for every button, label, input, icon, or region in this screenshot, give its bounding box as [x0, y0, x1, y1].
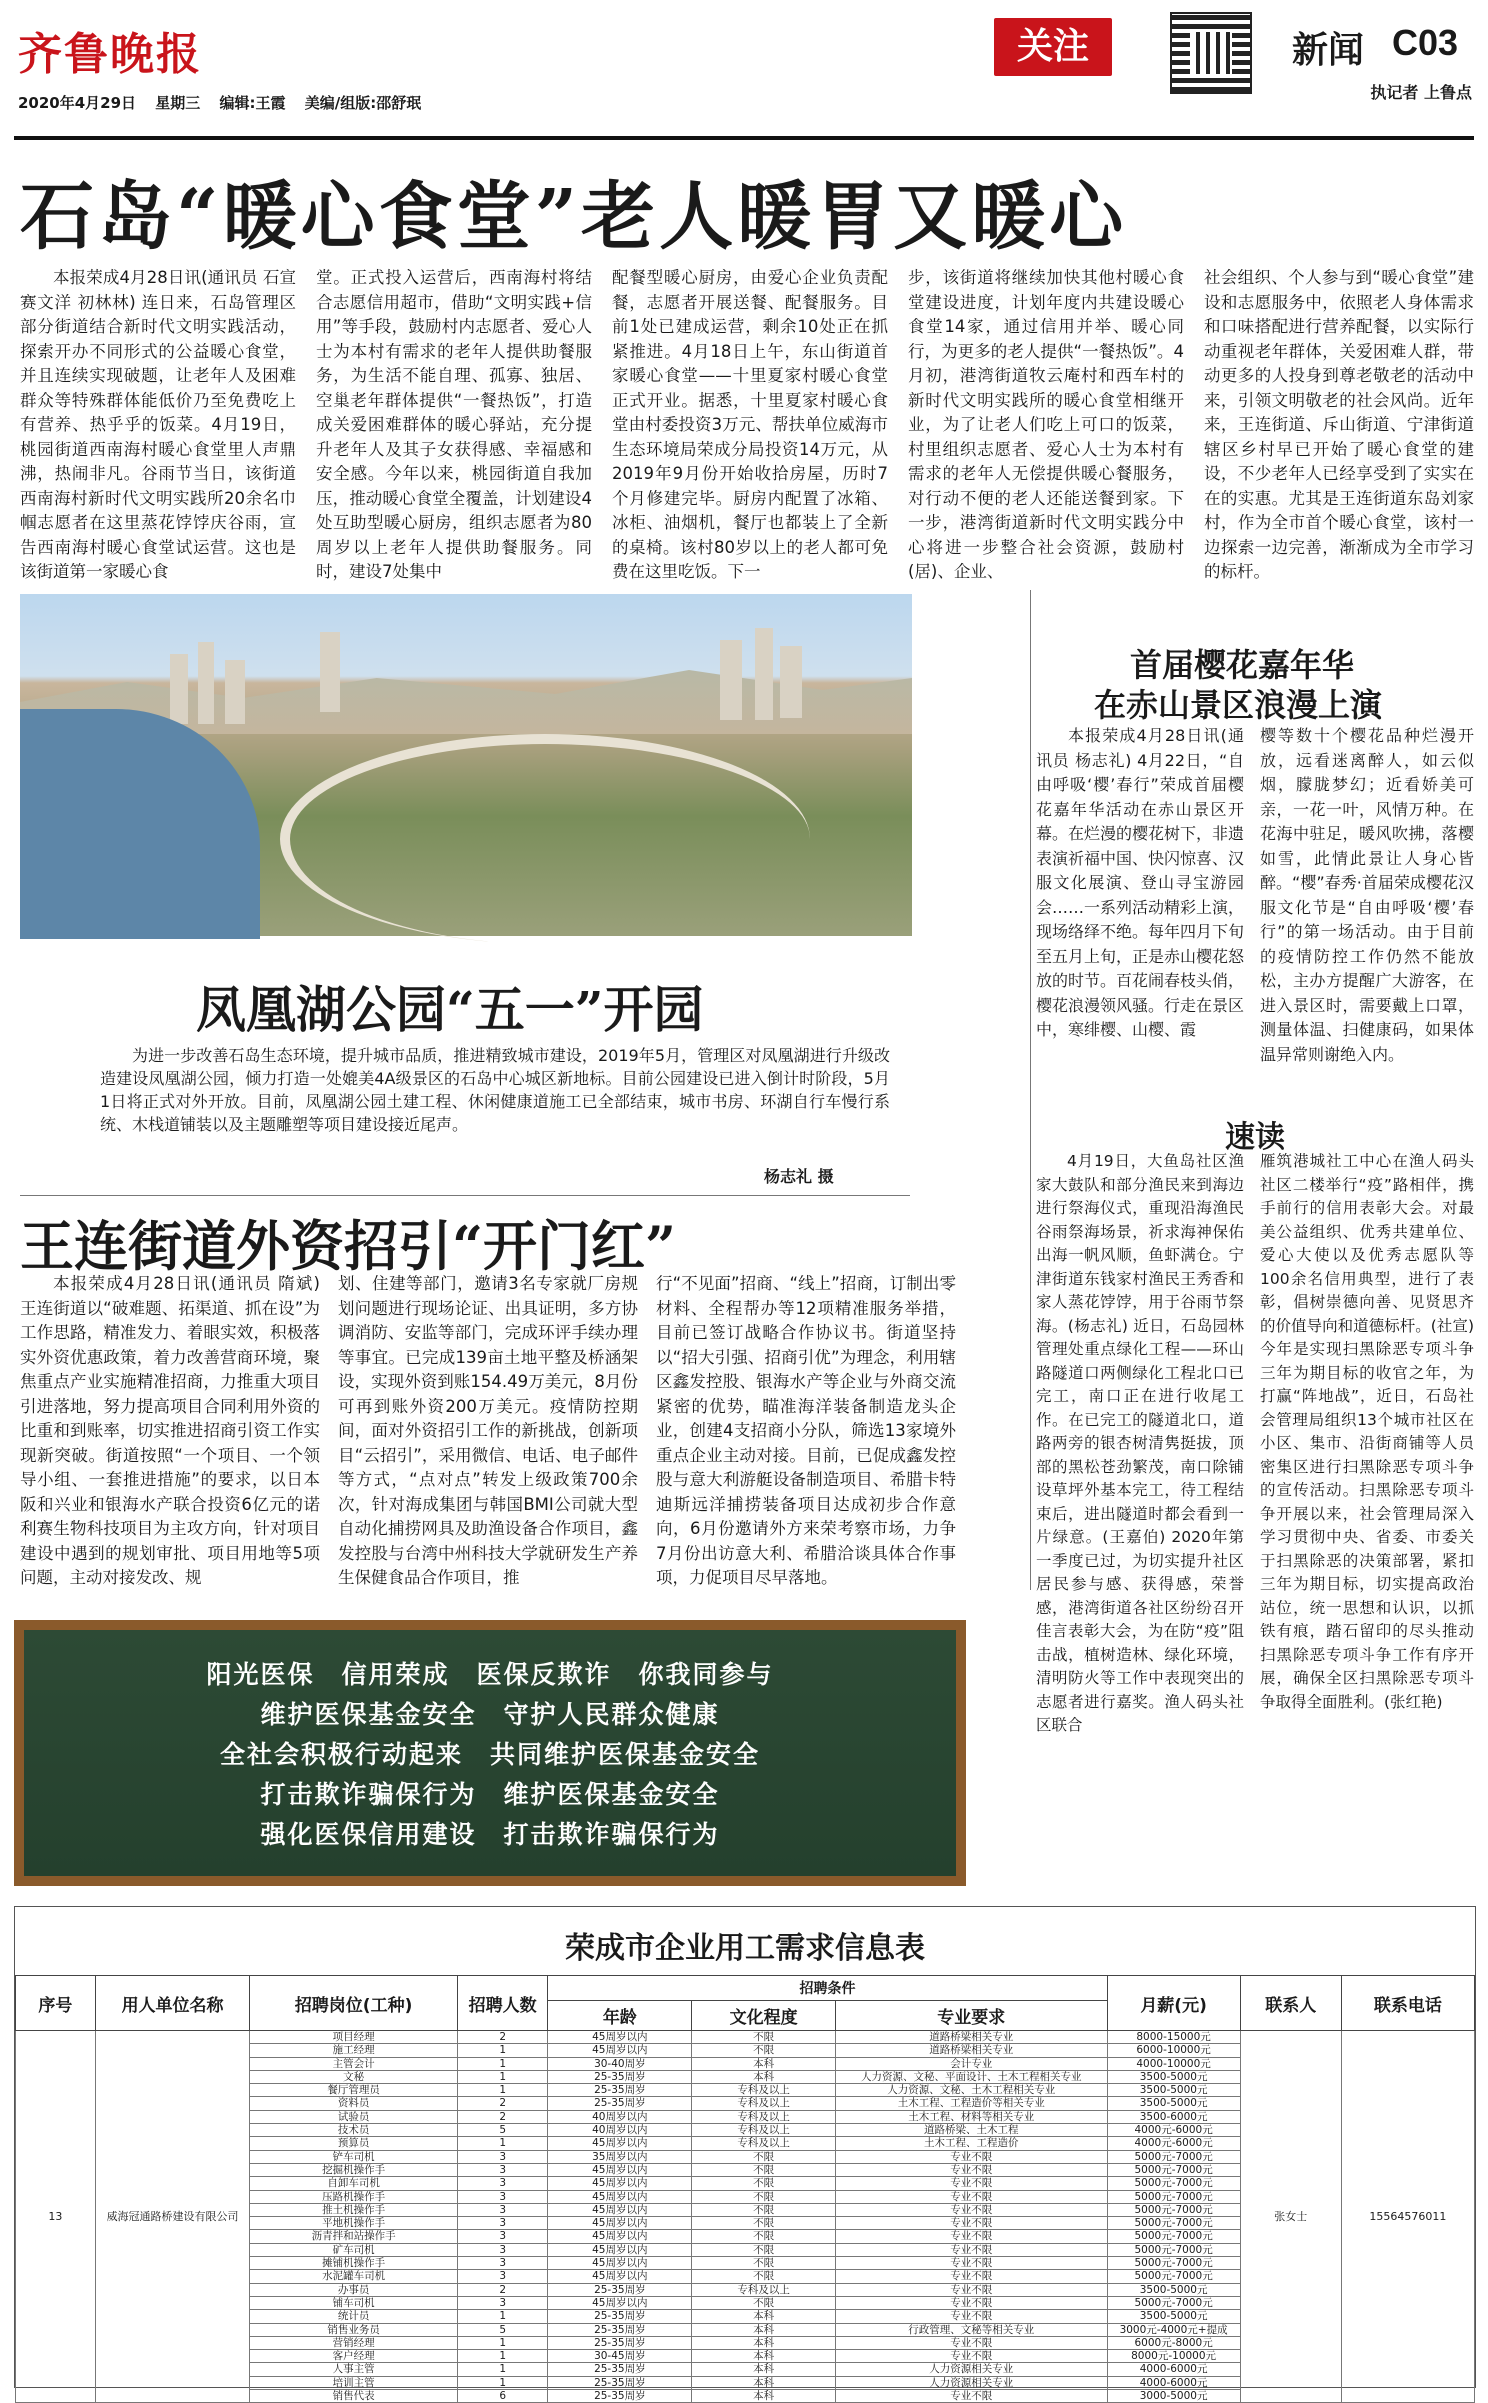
table-cell: 铲车司机 [250, 2150, 458, 2163]
designer-credit: 美编/组版:邵舒珉 [304, 94, 422, 112]
table-cell: 25-35周岁 [548, 2363, 692, 2376]
table-cell: 不限 [692, 2203, 836, 2216]
quick-col1: 4月19日，大鱼岛社区渔家大鼓队和部分渔民来到海边进行祭海仪式，重现沿海渔民谷雨祭海场景，祈求海神保佑出海一帆风顺，鱼虾满仓。宁津街道东钱家村渔民王秀香和家人蒸花饽饽，用于谷雨节祭海。(杨志礼) 近日，石岛园林管理处重点绿化工程——环山路隧道口两侧绿化工程北口已完工，南口正在进行收尾工作。在已完工的隧道北口，道路两旁的银杏树清隽挺拔，顶部的黑松苍劲繁茂，南口除铺设草坪外基本完工，待工程结束后，进出隧道时都会看到一片绿意。(王嘉伯) 2020年第一季度已过，为切实提升社区居民参与感、获得感，荣誉感，港湾街道各社区纷纷召开佳言表彰大会，为在防“疫”阻击战，植树造林、绿化环境，清明防火等工作中表现突出的志愿者进行嘉奖。渔人码头社区联合 [1036, 1152, 1244, 1734]
cell-salary: 5000元-7000元 [1107, 2270, 1240, 2283]
slogan-4: 打击欺诈骗保行为 维护医保基金安全 [260, 1780, 720, 1809]
th-conditions: 招聘条件 [548, 1976, 1107, 2001]
table-cell: 25-35周岁 [548, 2390, 692, 2403]
table-cell: 1 [457, 2137, 548, 2150]
slogan-2: 维护医保基金安全 守护人民群众健康 [260, 1700, 720, 1729]
table-cell: 不限 [692, 2243, 836, 2256]
table-cell: 文秘 [250, 2070, 458, 2083]
th-age: 年龄 [548, 2001, 692, 2031]
table-cell: 45周岁以内 [548, 2270, 692, 2283]
cell-salary: 5000元-7000元 [1107, 2163, 1240, 2176]
th-phone: 联系电话 [1341, 1976, 1474, 2031]
table-cell: 专业不限 [835, 2190, 1107, 2203]
section-name: 新闻 [1292, 30, 1365, 71]
cell-salary: 5000元-7000元 [1107, 2243, 1240, 2256]
table-cell: 本科 [692, 2323, 836, 2336]
cell-salary: 5000元-7000元 [1107, 2296, 1240, 2309]
reporter-credit: 执记者 上鲁点 [1370, 83, 1472, 102]
issue-weekday: 星期三 [155, 94, 201, 112]
story1-col1: 本报荣成4月28日讯(通讯员 石宣 赛文洋 初林林) 连日来，石岛管理区部分街道结合新时代文明实践活动，探索开办不同形式的公益暖心食堂，并且连续实现破题，让老年人及困难群众等特殊群体能低价乃至免费吃上有营养、热乎乎的饭菜。4月19日，桃园街道西南海村暖心食堂里人声鼎沸，热闹非凡。谷雨节当日，该街道西南海村新时代文明实践所20余名巾帼志愿者在这里蒸花饽饽庆谷雨，宣告西南海村暖心食堂试运营。这也是该街道第一家暖心食 [20, 268, 296, 581]
cell-salary: 3000-5000元 [1107, 2390, 1240, 2403]
th-post: 招聘岗位(工种) [250, 1976, 458, 2031]
table-cell: 45周岁以内 [548, 2203, 692, 2216]
cell-salary: 5000元-7000元 [1107, 2177, 1240, 2190]
table-cell: 3 [457, 2163, 548, 2176]
table-cell: 45周岁以内 [548, 2031, 692, 2044]
table-cell: 25-35周岁 [548, 2283, 692, 2296]
table-cell: 专业不限 [835, 2257, 1107, 2270]
headline-foreign-investment: 王连街道外资招引“开门红” [20, 1214, 677, 1278]
table-cell: 自卸车司机 [250, 2177, 458, 2190]
table-cell: 不限 [692, 2296, 836, 2309]
th-count: 招聘人数 [457, 1976, 548, 2031]
table-cell: 摊铺机操作手 [250, 2257, 458, 2270]
story-phoenix-lake: 为进一步改善石岛生态环境，提升城市品质，推进精致城市建设，2019年5月，管理区对凤凰湖进行升级改造建设凤凰湖公园，倾力打造一处媲美4A级景区的石岛中心城区新地标。目前公园建设已进入倒计时阶段，5月1日将正式对外开放。目前，凤凰湖公园土建工程、休闲健康道施工已全部结束，城市书房、环湖自行车慢行系统、木栈道铺装以及主题雕塑等项目建设接近尾声。 [100, 1046, 890, 1134]
table-cell: 1 [457, 2363, 548, 2376]
cell-salary: 5000元-7000元 [1107, 2190, 1240, 2203]
th-major: 专业要求 [835, 2001, 1107, 2031]
table-cell: 不限 [692, 2044, 836, 2057]
table-cell: 3 [457, 2243, 548, 2256]
table-cell: 25-35周岁 [548, 2070, 692, 2083]
table-cell: 3 [457, 2270, 548, 2283]
table-cell: 专业不限 [835, 2390, 1107, 2403]
table-cell: 土木工程、工程造价 [835, 2137, 1107, 2150]
table-cell: 45周岁以内 [548, 2190, 692, 2203]
table-cell: 道路桥梁相关专业 [835, 2031, 1107, 2044]
table-cell: 专科及以上 [692, 2137, 836, 2150]
slogan-5: 强化医保信用建设 打击欺诈骗保行为 [260, 1820, 720, 1849]
table-cell: 专科及以上 [692, 2124, 836, 2137]
cell-salary: 6000-10000元 [1107, 2044, 1240, 2057]
table-cell: 人事主管 [250, 2363, 458, 2376]
cell-salary: 5000元-7000元 [1107, 2150, 1240, 2163]
table-cell: 1 [457, 2336, 548, 2349]
recruitment-table-section [14, 1906, 1476, 2403]
table-cell: 不限 [692, 2031, 836, 2044]
table-cell: 专业不限 [835, 2177, 1107, 2190]
table-cell: 主管会计 [250, 2057, 458, 2070]
cell-salary: 5000元-7000元 [1107, 2217, 1240, 2230]
table-cell: 技术员 [250, 2124, 458, 2137]
table-cell: 行政管理、文秘等相关专业 [835, 2323, 1107, 2336]
table-cell: 专科及以上 [692, 2283, 836, 2296]
table-cell: 2 [457, 2283, 548, 2296]
table-cell: 不限 [692, 2217, 836, 2230]
masthead [0, 0, 1488, 140]
table-cell: 本科 [692, 2350, 836, 2363]
table-cell: 2 [457, 2097, 548, 2110]
cell-unit: 威海冠通路桥建设有限公司 [95, 2031, 249, 2403]
table-cell: 人力资源、文秘、土木工程相关专业 [835, 2084, 1107, 2097]
th-serial: 序号 [16, 1976, 96, 2031]
table-cell: 30-45周岁 [548, 2350, 692, 2363]
cell-salary: 4000-10000元 [1107, 2057, 1240, 2070]
table-cell: 本科 [692, 2336, 836, 2349]
table-cell: 本科 [692, 2310, 836, 2323]
quick-col2: 雁筑港城社工中心在渔人码头社区二楼举行“疫”路相伴，携手前行的信用表彰大会。对最美公益组织、优秀共建单位、爱心大使以及优秀志愿队等100余名信用典型，进行了表彰，倡树崇德向善、见贤思齐的价值导向和道德标杆。(社宣) 今年是实现扫黑除恶专项斗争三年为期目标的收官之年，为打赢“阵地战”，近日，石岛社会管理局组织13个城市社区在小区、集市、沿街商铺等人员密集区进行扫黑除恶专项斗争的宣传活动。扫黑除恶专项斗争开展以来，社会管理局深入学习贯彻中央、省委、市委关于扫黑除恶的决策部署，紧扣三年为期目标，切实提高政治站位，统一思想和认识，以抓铁有痕，踏石留印的尽头推动扫黑除恶专项斗争工作有序开展，确保全区扫黑除恶专项斗争取得全面胜利。(张红艳) [1260, 1152, 1474, 1711]
table-cell: 营销经理 [250, 2336, 458, 2349]
cell-salary: 3500-5000元 [1107, 2283, 1240, 2296]
table-cell: 道路桥梁相关专业 [835, 2044, 1107, 2057]
table-cell: 专业不限 [835, 2270, 1107, 2283]
table-cell: 本科 [692, 2363, 836, 2376]
table-cell: 40周岁以内 [548, 2110, 692, 2123]
table-cell: 水泥罐车司机 [250, 2270, 458, 2283]
table-cell: 本科 [692, 2390, 836, 2403]
story1-col2: 堂。正式投入运营后，西南海村将结合志愿信用超市，借助“文明实践+信用”等手段，鼓励村内志愿者、爱心人士为本村有需求的老年人提供助餐服务，为生活不能自理、孤寡、独居、空巢老年群体提供“一餐热饭”，打造成关爱困难群体的暖心驿站，充分提升老年人及其子女获得感、幸福感和安全感。今年以来，桃园街道自我加压，推动暖心食堂全覆盖，计划建设4处互助型暖心厨房，组织志愿者为80周岁以上老年人提供助餐服务。同时，建设7处集中 [316, 268, 592, 581]
table-cell: 45周岁以内 [548, 2243, 692, 2256]
table-cell: 3 [457, 2230, 548, 2243]
story1-col3: 配餐型暖心厨房，由爱心企业负责配餐，志愿者开展送餐、配餐服务。目前1处已建成运营，剩余10处正在抓紧推进。4月18日上午，东山街道首家暖心食堂——十里夏家村暖心食堂正式开业。据悉，十里夏家村暖心食堂由村委投资3万元、帮扶单位威海市生态环境局荣成分局投资14万元，从2019年9月份开始收拾房屋，历时7个月修建完毕。厨房内配置了冰箱、冰柜、油烟机，餐厅也都装上了全新的桌椅。该村80岁以上的老人都可免费在这里吃饭。下一 [612, 268, 888, 581]
table-cell: 人力资源相关专业 [835, 2363, 1107, 2376]
table-cell: 45周岁以内 [548, 2137, 692, 2150]
story3-col3: 行“不见面”招商、“线上”招商，订制出零材料、全程帮办等12项精准服务举措，目前已签订战略合作协议书。街道坚持以“招大引强、招商引优”为理念，利用辖区鑫发控股、银海水产等企业与外商交流紧密的优势，瞄准海洋装备制造龙头企业，创建4支招商小分队，筛选13家境外重点企业主动对接。目前，已促成鑫发控股与意大利游艇设备制造项目、希腊卡特迪斯远洋捕捞装备项目达成初步合作意向，6月份邀请外方来荣考察市场，力争7月份出访意大利、希腊洽谈具体合作事项，力促项目尽早落地。 [656, 1274, 956, 1587]
dateline [18, 92, 435, 113]
table-cell: 5 [457, 2124, 548, 2137]
cell-serial: 13 [16, 2031, 96, 2403]
table-cell: 土木工程、材料等相关专业 [835, 2110, 1107, 2123]
table-cell: 会计专业 [835, 2057, 1107, 2070]
table-cell: 推土机操作手 [250, 2203, 458, 2216]
table-cell: 1 [457, 2084, 548, 2097]
headline-phoenix-lake: 凤凰湖公园“五一”开园 [196, 980, 704, 1039]
table-cell: 专业不限 [835, 2243, 1107, 2256]
park-photo [20, 594, 912, 936]
table-cell: 5 [457, 2323, 548, 2336]
story3-col1: 本报荣成4月28日讯(通讯员 隋斌) 王连街道以“破难题、拓渠道、抓在设”为工作思路，精准发力、着眼实效，积极落实外资优惠政策，着力改善营商环境，聚焦重点产业实施精准招商，力推重大项目引进落地，努力提高项目合同利用外资的比重和到账率，切实推进招商引资工作实现新突破。街道按照“一个项目、一个领导小组、一套推进措施”的要求，以日本阪和兴业和银海水产联合投资6亿元的诺利赛生物科技项目为主攻方向，针对项目建设中遇到的规划审批、项目用地等5项问题，主动对接发改、规 [20, 1274, 320, 1587]
table-cell: 2 [457, 2110, 548, 2123]
table-cell: 6 [457, 2390, 548, 2403]
story4-col1: 本报荣成4月28日讯(通讯员 杨志礼) 4月22日，“自由呼吸‘樱’春行”荣成首届樱花嘉年华活动在赤山景区开幕。在烂漫的樱花树下，非遗表演祈福中国、快闪惊喜、汉服文化展演、登山寻宝游园会……一系列活动精彩上演，现场络绎不绝。每年四月下旬至五月上旬，正是赤山樱花怒放的时节。百花闹春枝头俏，樱花浪漫领风骚。行走在景区中，寒绯樱、山樱、霞 [1036, 726, 1245, 1039]
table-cell: 铺车司机 [250, 2296, 458, 2309]
table-cell: 客户经理 [250, 2350, 458, 2363]
table-cell: 专业不限 [835, 2230, 1107, 2243]
cell-salary: 3500-6000元 [1107, 2110, 1240, 2123]
table-cell: 45周岁以内 [548, 2217, 692, 2230]
table-cell: 45周岁以内 [548, 2257, 692, 2270]
headline-warm-canteen: 石岛“暖心食堂”老人暖胃又暖心 [20, 174, 1128, 260]
recruitment-table-body [16, 2031, 1475, 2403]
cell-phone: 15564576011 [1341, 2031, 1474, 2403]
slogan-3: 全社会积极行动起来 共同维护医保基金安全 [219, 1740, 760, 1769]
table-cell: 不限 [692, 2230, 836, 2243]
table-cell: 专业不限 [835, 2310, 1107, 2323]
table-cell: 25-35周岁 [548, 2310, 692, 2323]
cell-contact: 张女士 [1240, 2031, 1341, 2403]
table-cell: 25-35周岁 [548, 2323, 692, 2336]
section-rule [20, 1195, 910, 1196]
cell-salary: 6000元-8000元 [1107, 2336, 1240, 2349]
newspaper-logo: 齐鲁晚报 [18, 29, 202, 80]
table-cell: 45周岁以内 [548, 2177, 692, 2190]
story1-col4: 步，该街道将继续加快其他村暖心食堂建设进度，计划年度内共建设暖心食堂14家，通过信用并举、暖心同行，为更多的老人提供“一餐热饭”。4月初，港湾街道牧云庵村和西车村的新时代文明实践所的暖心食堂相继开业，为了让老人们吃上可口的饭菜，村里组织志愿者、爱心人士为本村有需求的老年人无偿提供暖心餐服务，对行动不便的老人还能送餐到家。下一步，港湾街道新时代文明实践分中心将进一步整合社会资源，鼓励村(居)、企业、 [908, 268, 1184, 581]
recruitment-table [15, 1975, 1475, 2403]
table-cell: 2 [457, 2031, 548, 2044]
quick-read-title: 速读 [1225, 1120, 1285, 1155]
table-cell: 25-35周岁 [548, 2336, 692, 2349]
table-cell: 道路桥梁、土木工程 [835, 2124, 1107, 2137]
th-salary: 月薪(元) [1107, 1976, 1240, 2031]
table-cell: 25-35周岁 [548, 2097, 692, 2110]
medical-insurance-board [14, 1620, 966, 1886]
slogan-1: 阳光医保 信用荣成 医保反欺诈 你我同参与 [206, 1660, 774, 1689]
table-cell: 3 [457, 2296, 548, 2309]
table-cell: 试验员 [250, 2110, 458, 2123]
table-cell: 1 [457, 2044, 548, 2057]
table-cell: 本科 [692, 2376, 836, 2389]
table-cell: 培训主管 [250, 2376, 458, 2389]
cell-salary: 8000-15000元 [1107, 2031, 1240, 2044]
headline-cherry-line1: 首届樱花嘉年华 [1130, 646, 1355, 684]
table-cell: 专科及以上 [692, 2097, 836, 2110]
editor-credit: 编辑:王霞 [219, 94, 286, 112]
cell-salary: 5000元-7000元 [1107, 2257, 1240, 2270]
story1-col5: 社会组织、个人参与到“暖心食堂”建设和志愿服务中，依照老人身体需求和口味搭配进行营养配餐，以实际行动重视老年群体，关爱困难人群，带动更多的人投身到尊老敬老的活动中来，引领文明敬老的社会风尚。近年来，王连街道、斥山街道、宁津街道辖区乡村早已开始了暖心食堂的建设，不少老年人已经享受到了实实在在的实惠。尤其是王连街道东岛刘家村，作为全市首个暖心食堂，该村一边探索一边完善，渐渐成为全市学习的标杆。 [1204, 268, 1474, 581]
headline-cherry-line2: 在赤山景区浪漫上演 [1094, 686, 1383, 724]
table-cell: 专业不限 [835, 2350, 1107, 2363]
table-cell: 压路机操作手 [250, 2190, 458, 2203]
cell-salary: 3500-5000元 [1107, 2310, 1240, 2323]
table-cell: 1 [457, 2057, 548, 2070]
section-tag: 关注 [994, 18, 1112, 76]
th-contact: 联系人 [1240, 1976, 1341, 2031]
table-cell: 专业不限 [835, 2336, 1107, 2349]
table-cell: 资料员 [250, 2097, 458, 2110]
table-cell: 1 [457, 2310, 548, 2323]
table-cell: 本科 [692, 2057, 836, 2070]
table-cell: 人力资源相关专业 [835, 2376, 1107, 2389]
cell-salary: 4000元-6000元 [1107, 2124, 1240, 2137]
table-cell: 25-35周岁 [548, 2376, 692, 2389]
column-rule [1030, 590, 1031, 1590]
cell-salary: 3500-5000元 [1107, 2070, 1240, 2083]
table-cell: 专业不限 [835, 2283, 1107, 2296]
table-cell: 平地机操作手 [250, 2217, 458, 2230]
masthead-rule [14, 136, 1474, 140]
page-number: C03 [1392, 22, 1459, 63]
recruitment-table-title: 荣成市企业用工需求信息表 [565, 1931, 925, 1966]
cell-salary: 3000元-4000元+提成 [1107, 2323, 1240, 2336]
cell-salary: 8000元-10000元 [1107, 2350, 1240, 2363]
cell-salary: 5000元-7000元 [1107, 2230, 1240, 2243]
table-cell: 3 [457, 2190, 548, 2203]
table-cell: 3 [457, 2257, 548, 2270]
table-cell: 1 [457, 2376, 548, 2389]
cell-salary: 3500-5000元 [1107, 2097, 1240, 2110]
th-education: 文化程度 [692, 2001, 836, 2031]
table-cell: 销售业务员 [250, 2323, 458, 2336]
table-cell: 1 [457, 2070, 548, 2083]
table-cell: 30-40周岁 [548, 2057, 692, 2070]
table-row [16, 2031, 1475, 2044]
table-cell: 专业不限 [835, 2296, 1107, 2309]
table-cell: 3 [457, 2203, 548, 2216]
table-cell: 不限 [692, 2190, 836, 2203]
table-cell: 统计员 [250, 2310, 458, 2323]
table-cell: 3 [457, 2177, 548, 2190]
cell-salary: 4000-6000元 [1107, 2376, 1240, 2389]
qr-code-icon [1170, 12, 1252, 94]
table-cell: 专业不限 [835, 2163, 1107, 2176]
table-cell: 45周岁以内 [548, 2230, 692, 2243]
table-cell: 45周岁以内 [548, 2044, 692, 2057]
table-cell: 矿车司机 [250, 2243, 458, 2256]
cell-salary: 4000元-6000元 [1107, 2137, 1240, 2150]
table-cell: 预算员 [250, 2137, 458, 2150]
table-cell: 沥青拌和站操作手 [250, 2230, 458, 2243]
table-cell: 销售代表 [250, 2390, 458, 2403]
table-cell: 3 [457, 2150, 548, 2163]
table-cell: 人力资源、文秘、平面设计、土木工程相关专业 [835, 2070, 1107, 2083]
cell-salary: 4000-6000元 [1107, 2363, 1240, 2376]
table-cell: 施工经理 [250, 2044, 458, 2057]
table-cell: 项目经理 [250, 2031, 458, 2044]
table-cell: 专科及以上 [692, 2110, 836, 2123]
table-cell: 40周岁以内 [548, 2124, 692, 2137]
table-cell: 专业不限 [835, 2203, 1107, 2216]
table-cell: 专科及以上 [692, 2084, 836, 2097]
table-cell: 45周岁以内 [548, 2163, 692, 2176]
table-cell: 不限 [692, 2270, 836, 2283]
table-cell: 45周岁以内 [548, 2296, 692, 2309]
table-cell: 本科 [692, 2070, 836, 2083]
table-cell: 35周岁以内 [548, 2150, 692, 2163]
th-unit: 用人单位名称 [95, 1976, 249, 2031]
cell-salary: 5000元-7000元 [1107, 2203, 1240, 2216]
story3-col2: 划、住建等部门，邀请3名专家就厂房规划问题进行现场论证、出具证明，多方协调消防、安监等部门，完成环评手续办理等事宜。已完成139亩土地平整及桥涵架设，实现外资到账154.49万美元，8月份可再到账外资200万美元。疫情防控期间，面对外资招引工作的新挑战，创新项目“云招引”，采用微信、电话、电子邮件等方式，“点对点”转发上级政策700余次，针对海成集团与韩国BMI公司就大型自动化捕捞网具及助渔设备合作项目，鑫发控股与台湾中州科技大学就研发生产养生保健食品合作项目，推 [338, 1274, 638, 1587]
table-cell: 挖掘机操作手 [250, 2163, 458, 2176]
story4-col2: 樱等数十个樱花品种烂漫开放，远看迷离醉人，如云似烟，朦胧梦幻；近看娇美可亲，一花一叶，风情万种。在花海中驻足，暖风吹拂，落樱如雪，此情此景让人身心皆醉。“樱”春秀·首届荣成樱花汉服文化节是“自由呼吸‘樱’春行”的第一场活动。由于目前的疫情防控工作仍然不能放松，主办方提醒广大游客，在进入景区时，需要戴上口罩，测量体温、扫健康码，如果体温异常则谢绝入内。 [1260, 726, 1474, 1064]
issue-date: 2020年4月29日 [18, 94, 137, 112]
table-cell: 土木工程、工程造价等相关专业 [835, 2097, 1107, 2110]
table-cell: 专业不限 [835, 2217, 1107, 2230]
table-cell: 不限 [692, 2163, 836, 2176]
table-cell: 不限 [692, 2257, 836, 2270]
table-cell: 3 [457, 2217, 548, 2230]
table-cell: 25-35周岁 [548, 2084, 692, 2097]
table-cell: 不限 [692, 2150, 836, 2163]
table-cell: 专业不限 [835, 2150, 1107, 2163]
table-cell: 餐厅管理员 [250, 2084, 458, 2097]
table-cell: 不限 [692, 2177, 836, 2190]
table-cell: 1 [457, 2350, 548, 2363]
table-cell: 办事员 [250, 2283, 458, 2296]
cell-salary: 3500-5000元 [1107, 2084, 1240, 2097]
photo-byline: 杨志礼 摄 [764, 1167, 834, 1186]
